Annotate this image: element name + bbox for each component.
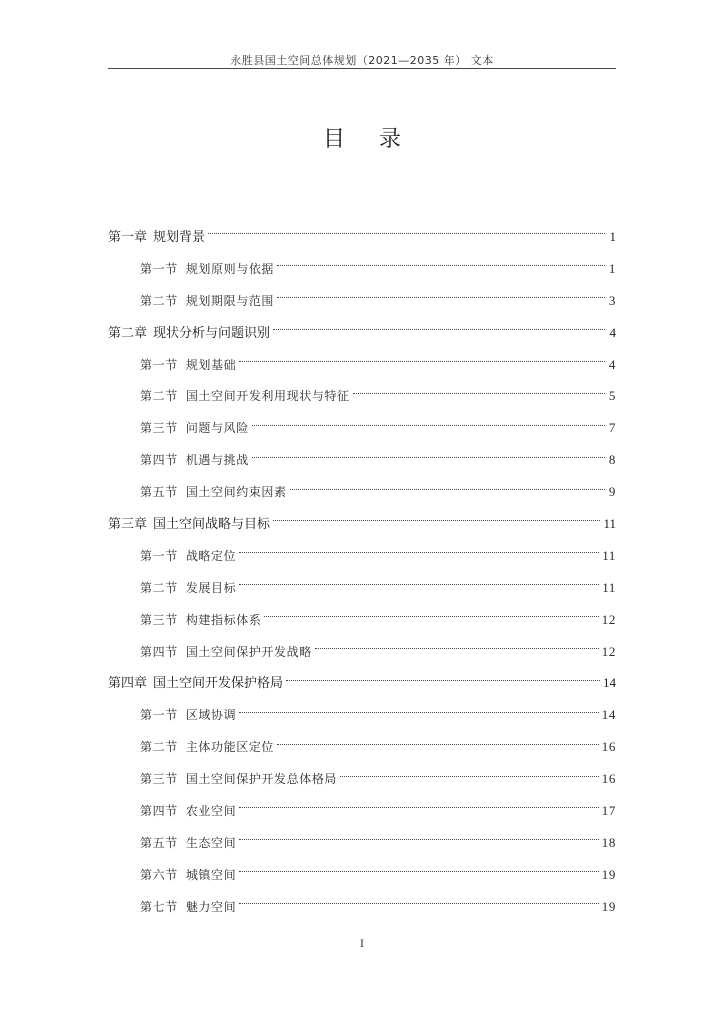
toc-entry-page: 4 bbox=[609, 324, 616, 340]
toc-section-entry[interactable] bbox=[108, 476, 616, 508]
running-header: 永胜县国土空间总体规划（2021—2035 年） 文本 bbox=[230, 54, 494, 67]
toc-entry-label bbox=[140, 573, 236, 605]
toc-entry-number: 第一节 bbox=[140, 708, 178, 723]
toc-section-entry[interactable] bbox=[108, 891, 616, 923]
toc-entry-label bbox=[140, 541, 236, 573]
toc-entry-number: 第四节 bbox=[140, 644, 178, 659]
toc-section-entry[interactable] bbox=[108, 763, 616, 795]
toc-entry-title: 国土空间保护开发总体格局 bbox=[185, 772, 338, 787]
toc-dot-leader bbox=[252, 425, 605, 426]
toc-entry-page: 11 bbox=[602, 547, 616, 563]
toc-entry-label bbox=[140, 350, 236, 382]
toc-entry-number: 第二节 bbox=[140, 740, 178, 755]
toc-section-entry[interactable] bbox=[108, 731, 616, 763]
toc-section-entry[interactable] bbox=[108, 412, 616, 444]
toc-dot-leader bbox=[286, 680, 600, 681]
toc-entry-number: 第二章 bbox=[108, 325, 148, 341]
toc-entry-number: 第五节 bbox=[140, 835, 178, 850]
toc-dot-leader bbox=[277, 265, 605, 266]
toc-entry-label bbox=[140, 796, 236, 828]
toc-entry-page: 7 bbox=[608, 420, 616, 436]
toc-entry-page: 1 bbox=[609, 229, 616, 244]
toc-entry-page: 12 bbox=[601, 611, 616, 627]
toc-entry-label bbox=[108, 668, 283, 700]
toc-entry-title: 国土空间开发利用现状与特征 bbox=[185, 389, 350, 404]
toc-entry-title: 生态空间 bbox=[185, 835, 237, 850]
toc-entry-title: 规划背景 bbox=[153, 230, 206, 245]
toc-entry-number: 第四节 bbox=[140, 453, 178, 468]
toc-dot-leader bbox=[290, 489, 605, 490]
toc-entry-number: 第三章 bbox=[108, 517, 148, 533]
toc-entry-label bbox=[140, 381, 350, 413]
toc-entry-label bbox=[140, 445, 249, 477]
toc-entry-page: 11 bbox=[602, 579, 616, 595]
toc-section-entry[interactable] bbox=[108, 285, 616, 317]
toc-entry-number: 第四章 bbox=[108, 676, 148, 692]
toc-dot-leader bbox=[340, 776, 599, 777]
toc-entry-label bbox=[140, 637, 312, 669]
toc-section-entry[interactable] bbox=[108, 827, 616, 859]
toc-entry-number: 第三节 bbox=[140, 772, 178, 787]
toc-entry-page: 19 bbox=[601, 898, 616, 914]
toc-entry-label bbox=[140, 860, 236, 892]
toc-entry-label bbox=[140, 828, 236, 860]
toc-dot-leader bbox=[273, 329, 605, 330]
toc-section-entry[interactable] bbox=[108, 380, 616, 412]
toc-dot-leader bbox=[239, 903, 599, 904]
toc-entry-label bbox=[140, 605, 261, 637]
toc-entry-title: 主体功能区定位 bbox=[185, 740, 275, 755]
toc-dot-leader bbox=[208, 233, 605, 234]
toc-entry-label bbox=[140, 413, 249, 445]
toc-entry-page: 3 bbox=[608, 292, 616, 308]
toc-section-entry[interactable] bbox=[108, 540, 616, 572]
toc-entry-number: 第三节 bbox=[140, 612, 178, 627]
toc-entry-title: 规划期限与范围 bbox=[185, 293, 275, 308]
toc-entry-title: 规划基础 bbox=[185, 357, 237, 372]
toc-entry-page: 11 bbox=[603, 516, 616, 532]
toc-entry-title: 国土空间约束因素 bbox=[185, 485, 287, 500]
toc-dot-leader bbox=[239, 871, 599, 872]
toc-entry-number: 第二节 bbox=[140, 389, 178, 404]
toc-dot-leader bbox=[252, 457, 605, 458]
toc-entry-number: 第二节 bbox=[140, 293, 178, 308]
toc-section-entry[interactable] bbox=[108, 572, 616, 604]
toc-entry-title: 机遇与挑战 bbox=[185, 453, 249, 468]
toc-dot-leader bbox=[239, 839, 599, 840]
toc-dot-leader bbox=[315, 648, 599, 649]
toc-entry-title: 农业空间 bbox=[185, 804, 237, 819]
toc-entry-label bbox=[140, 764, 337, 796]
toc-entry-number: 第一章 bbox=[108, 230, 148, 245]
toc-dot-leader bbox=[264, 616, 598, 617]
toc-entry-page: 16 bbox=[601, 771, 616, 787]
toc-entry-label bbox=[140, 892, 236, 924]
toc-dot-leader bbox=[273, 520, 600, 521]
toc-entry-page: 14 bbox=[603, 675, 616, 691]
toc-entry-label bbox=[140, 477, 287, 509]
toc-entry-page: 18 bbox=[601, 834, 616, 850]
toc-entry-page: 14 bbox=[601, 707, 616, 723]
toc-entry-title: 城镇空间 bbox=[185, 867, 237, 882]
toc-entry-title: 国土空间保护开发战略 bbox=[185, 644, 312, 659]
toc-entry-title: 国土空间开发保护格局 bbox=[153, 676, 284, 692]
toc-entry-title: 战略定位 bbox=[185, 548, 237, 563]
toc-entry-label bbox=[108, 509, 270, 541]
toc-entry-title: 发展目标 bbox=[185, 580, 237, 595]
toc-entry-number: 第一节 bbox=[140, 261, 178, 276]
header-rule bbox=[108, 68, 616, 69]
toc-dot-leader bbox=[277, 297, 605, 298]
toc-entry-title: 区域协调 bbox=[185, 708, 237, 723]
toc-entry-label bbox=[140, 700, 236, 732]
page-number: I bbox=[360, 936, 364, 950]
page-title: 目录 bbox=[322, 127, 435, 152]
toc-chapter-entry[interactable] bbox=[108, 317, 616, 349]
table-of-contents bbox=[108, 221, 616, 923]
toc-entry-label bbox=[108, 318, 270, 350]
toc-section-entry[interactable] bbox=[108, 795, 616, 827]
toc-entry-number: 第七节 bbox=[140, 899, 178, 914]
toc-entry-title: 现状分析与问题识别 bbox=[153, 325, 271, 341]
toc-chapter-entry[interactable] bbox=[108, 508, 616, 540]
toc-entry-title: 国土空间战略与目标 bbox=[153, 517, 271, 533]
toc-dot-leader bbox=[239, 807, 599, 808]
toc-section-entry[interactable] bbox=[108, 253, 616, 285]
toc-entry-title: 规划原则与依据 bbox=[185, 261, 275, 276]
toc-entry-number: 第五节 bbox=[140, 485, 178, 500]
toc-section-entry[interactable] bbox=[108, 699, 616, 731]
toc-entry-page: 4 bbox=[608, 356, 616, 372]
toc-section-entry[interactable] bbox=[108, 636, 616, 668]
toc-section-entry[interactable] bbox=[108, 349, 616, 381]
toc-dot-leader bbox=[239, 712, 599, 713]
toc-entry-title: 问题与风险 bbox=[185, 421, 249, 436]
toc-entry-page: 5 bbox=[608, 388, 616, 404]
toc-section-entry[interactable] bbox=[108, 444, 616, 476]
toc-entry-label bbox=[140, 732, 274, 764]
toc-entry-number: 第一节 bbox=[140, 357, 178, 372]
toc-entry-label bbox=[108, 222, 205, 254]
toc-entry-page: 16 bbox=[601, 739, 616, 755]
toc-entry-page: 1 bbox=[608, 260, 616, 276]
toc-entry-title: 构建指标体系 bbox=[185, 612, 262, 627]
toc-dot-leader bbox=[239, 361, 605, 362]
toc-entry-page: 8 bbox=[608, 452, 616, 468]
toc-section-entry[interactable] bbox=[108, 604, 616, 636]
toc-dot-leader bbox=[353, 393, 605, 394]
toc-dot-leader bbox=[239, 552, 599, 553]
toc-entry-number: 第四节 bbox=[140, 804, 178, 819]
toc-entry-number: 第三节 bbox=[140, 421, 178, 436]
toc-entry-number: 第一节 bbox=[140, 548, 178, 563]
toc-entry-number: 第六节 bbox=[140, 867, 178, 882]
toc-chapter-entry[interactable] bbox=[108, 667, 616, 699]
toc-entry-page: 12 bbox=[601, 643, 616, 659]
toc-entry-page: 17 bbox=[601, 803, 616, 819]
toc-section-entry[interactable] bbox=[108, 859, 616, 891]
toc-dot-leader bbox=[277, 744, 599, 745]
toc-dot-leader bbox=[239, 584, 599, 585]
toc-chapter-entry[interactable] bbox=[108, 221, 616, 253]
toc-entry-page: 9 bbox=[608, 484, 616, 500]
toc-entry-number: 第二节 bbox=[140, 580, 178, 595]
toc-entry-page: 19 bbox=[601, 866, 616, 882]
toc-entry-label bbox=[140, 254, 274, 286]
toc-entry-title: 魅力空间 bbox=[185, 899, 237, 914]
toc-entry-label bbox=[140, 286, 274, 318]
